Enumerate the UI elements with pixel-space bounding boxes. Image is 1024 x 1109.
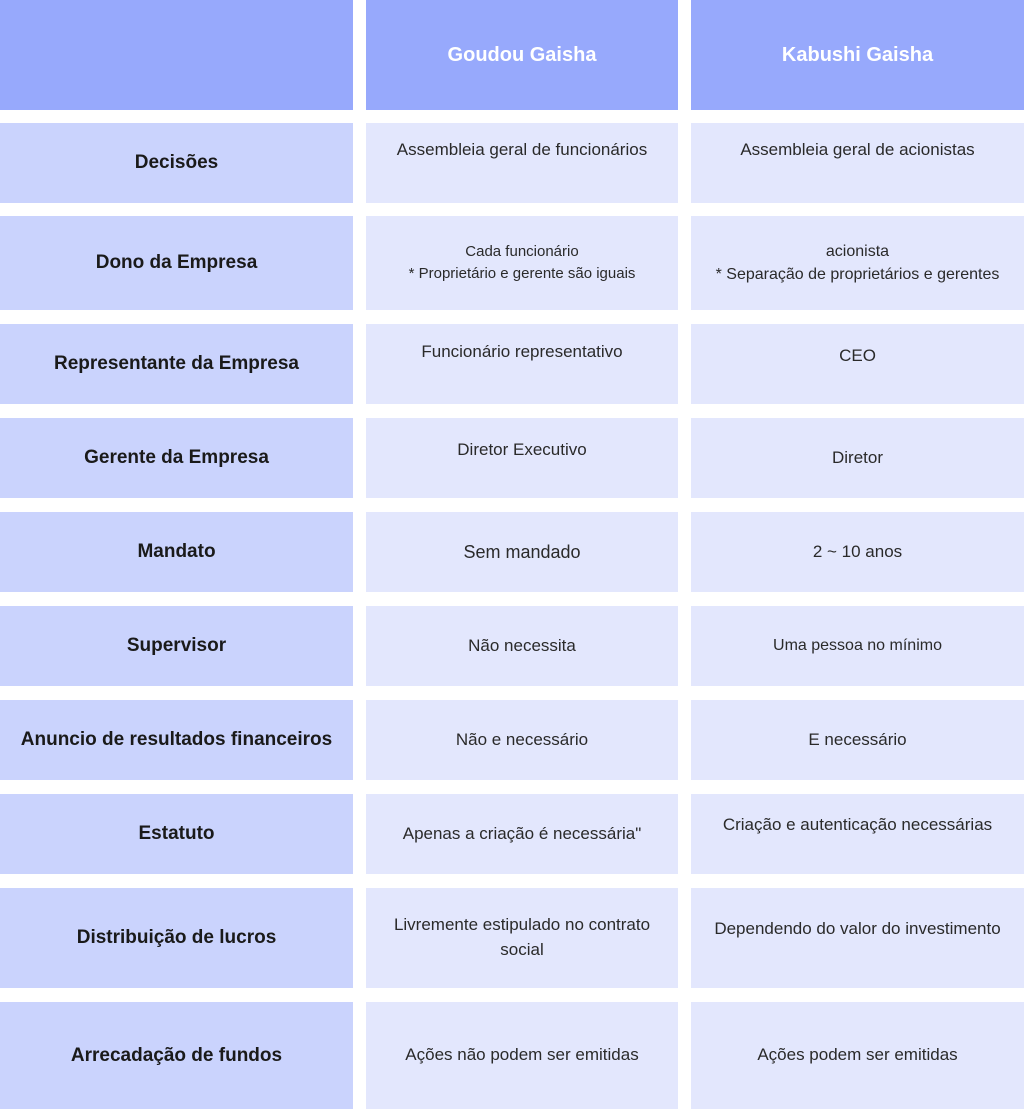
cell-text-line1: acionista [825,242,890,260]
cell-text: Diretor [831,447,883,467]
row-label-estatuto [0,794,353,874]
row-label-anuncio [0,700,353,780]
cell-kabushi-representante [691,324,1024,404]
cell-text: Ações podem ser emitidas [757,1045,958,1065]
row-label-dono [0,216,353,310]
cell-text: E necessário [808,729,907,749]
cell-text-line2: * Proprietário e gerente são iguais [408,265,636,282]
cell-kabushi-dono [691,216,1024,310]
row-label-text: Estatuto [138,823,215,844]
cell-text: Funcionário representativo [421,342,623,361]
cell-text: Assembleia geral de acionistas [740,140,975,159]
row-label-text: Arrecadação de fundos [70,1044,283,1066]
cell-kabushi-arrecadacao [691,1002,1024,1109]
cell-text: Diretor Executivo [457,440,587,459]
row-label-supervisor [0,606,353,686]
cell-goudou-anuncio [366,700,678,780]
cell-kabushi-gerente [691,418,1024,498]
cell-goudou-decisoes [366,123,678,203]
cell-text: Assembleia geral de funcionários [396,140,648,159]
cell-text: Ações não podem ser emitidas [405,1045,639,1065]
cell-kabushi-supervisor [691,606,1024,686]
cell-kabushi-distribuicao [691,888,1024,988]
row-label-mandato [0,512,353,592]
row-label-representante [0,324,353,404]
cell-goudou-arrecadacao [366,1002,678,1109]
header-kabushi-label: Kabushi Gaisha [781,43,934,66]
cell-text: Dependendo do valor do investimento [714,918,1001,938]
cell-text: Uma pessoa no mínimo [773,637,942,655]
row-label-text: Anuncio de resultados financeiros [20,729,333,750]
cell-text: Não necessita [468,635,576,655]
cell-goudou-dono [366,216,678,310]
cell-kabushi-estatuto [691,794,1024,874]
row-label-text: Distribuição de lucros [76,927,277,948]
cell-goudou-distribuicao [366,888,678,988]
row-label-text: Gerente da Empresa [84,447,269,468]
row-label-text: Decisões [134,152,219,173]
cell-text: Não e necessário [455,729,589,749]
cell-text: 2 ~ 10 anos [812,541,903,561]
row-label-arrecadacao [0,1002,353,1109]
cell-text: Criação e autenticação necessárias [722,815,993,834]
cell-goudou-supervisor [366,606,678,686]
row-label-text: Dono da Empresa [95,252,258,273]
row-label-text: Mandato [137,541,216,562]
row-label-gerente [0,418,353,498]
cell-text: Apenas a criação é necessária" [402,823,642,843]
cell-text-line1: Cada funcionário [465,243,579,261]
cell-kabushi-anuncio [691,700,1024,780]
row-label-text: Representante da Empresa [54,353,299,374]
cell-text: Livremente estipulado no contrato social [393,915,651,959]
row-label-distribuicao [0,888,353,988]
header-goudou-gaisha [366,0,678,110]
cell-kabushi-decisoes [691,123,1024,203]
cell-text: Sem mandado [463,541,581,562]
row-label-text: Supervisor [126,635,227,656]
cell-goudou-representante [366,324,678,404]
cell-text: CEO [839,346,876,365]
row-label-decisoes [0,123,353,203]
header-kabushi-gaisha [691,0,1024,110]
cell-goudou-mandato [366,512,678,592]
header-goudou-label: Goudou Gaisha [447,43,597,66]
cell-goudou-gerente [366,418,678,498]
cell-kabushi-mandato [691,512,1024,592]
cell-goudou-estatuto [366,794,678,874]
cell-text-line2: * Separação de proprietários e gerentes [715,266,1000,283]
header-empty-cell [0,0,353,110]
